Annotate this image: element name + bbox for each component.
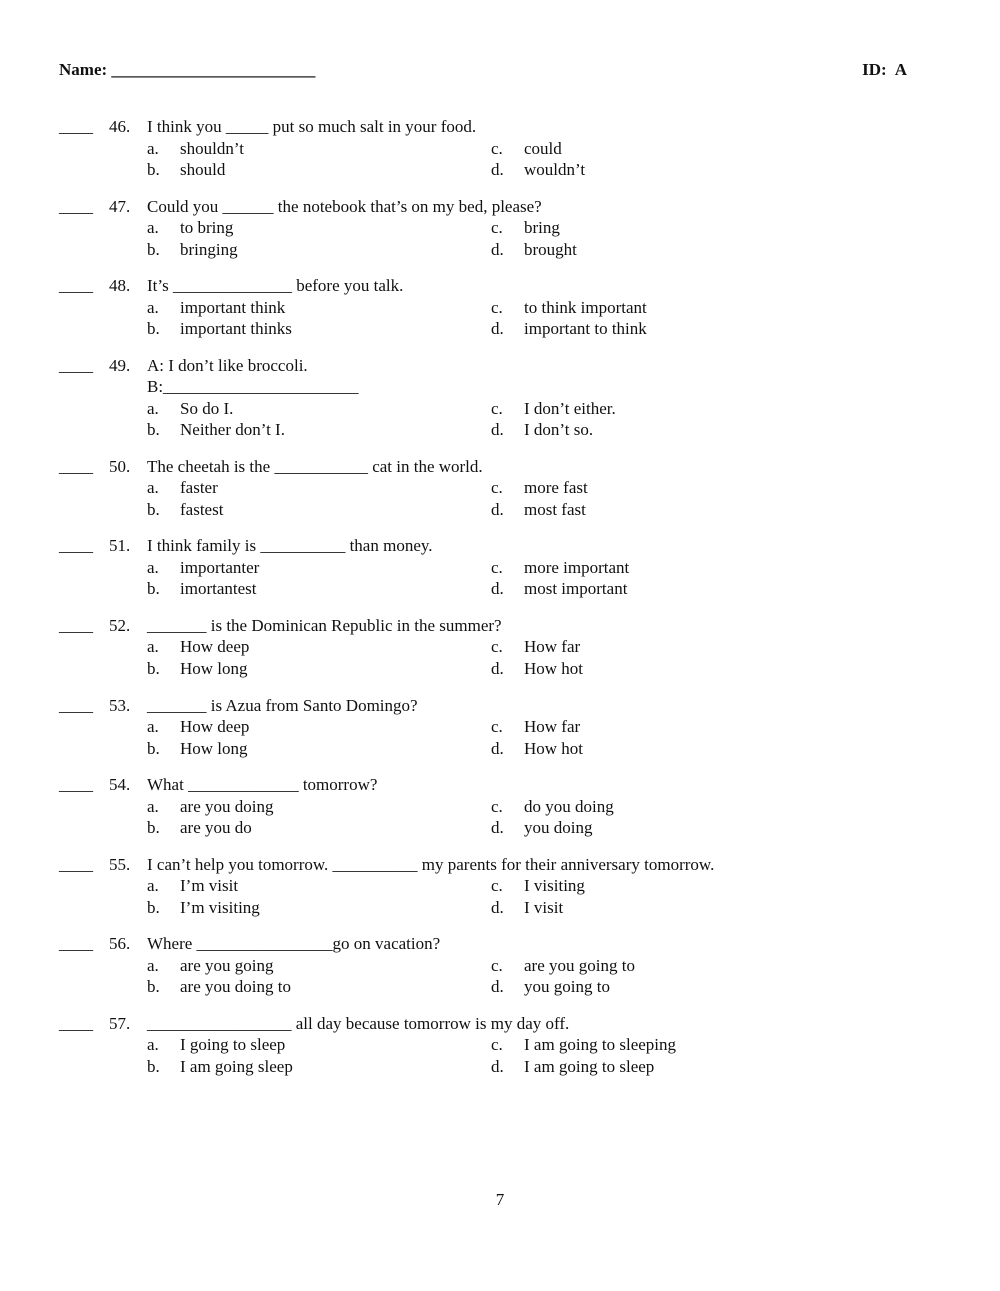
question-text: _________________ all day because tomorrow is my day off. xyxy=(147,1013,570,1033)
option-b: b. I am going sleep xyxy=(147,1056,293,1076)
answer-blank: ____ xyxy=(59,934,93,954)
answer-blank: ____ xyxy=(59,196,93,216)
option-c: c. How far xyxy=(491,637,581,657)
question-51 xyxy=(59,536,919,616)
option-c: c. could xyxy=(491,138,562,158)
option-b: b. Neither don’t I. xyxy=(147,420,285,440)
option-a: a. are you doing xyxy=(147,796,274,816)
option-a: a. to bring xyxy=(147,218,234,238)
option-d: d. How hot xyxy=(491,658,584,678)
question-number: 50. xyxy=(109,456,131,476)
answer-blank: ____ xyxy=(59,695,93,715)
option-c: c. to think important xyxy=(491,297,647,317)
question-text: I can’t help you tomorrow. __________ my parents for their anniversary tomorrow. xyxy=(147,854,715,874)
question-text: _______ is the Dominican Republic in the summer? xyxy=(147,615,502,635)
option-d: d. I don’t so. xyxy=(491,420,594,440)
option-c: c. How far xyxy=(491,717,581,737)
option-c: c. more fast xyxy=(491,478,588,498)
option-d: d. I visit xyxy=(491,897,564,917)
question-number: 53. xyxy=(109,695,131,715)
response-blank-line: B:_______________________ xyxy=(147,377,359,397)
question-number: 46. xyxy=(109,117,131,136)
question-number: 54. xyxy=(109,775,131,795)
question-text: A: I don’t like broccoli. xyxy=(147,355,308,375)
option-b: b. bringing xyxy=(147,239,238,259)
option-c: c. bring xyxy=(491,218,560,238)
option-a: a. How deep xyxy=(147,637,250,657)
option-d: d. you doing xyxy=(491,818,593,838)
option-c: c. more important xyxy=(491,557,630,577)
question-number: 57. xyxy=(109,1013,131,1033)
question-text: Where ________________go on vacation? xyxy=(147,934,441,954)
question-text: I think family is __________ than money. xyxy=(147,536,433,556)
page-header xyxy=(59,60,907,84)
question-56 xyxy=(59,934,919,1014)
question-text: The cheetah is the ___________ cat in the world. xyxy=(147,456,483,476)
question-47 xyxy=(59,197,919,277)
option-a: a. faster xyxy=(147,478,218,498)
option-a: a. important think xyxy=(147,297,286,317)
answer-blank: ____ xyxy=(59,276,93,296)
option-b: b. I’m visiting xyxy=(147,897,260,917)
question-55 xyxy=(59,855,919,935)
option-d: d. you going to xyxy=(491,977,610,997)
option-b: b. are you doing to xyxy=(147,977,291,997)
question-number: 48. xyxy=(109,276,131,296)
answer-blank: ____ xyxy=(59,117,93,136)
question-48 xyxy=(59,276,919,356)
option-a: a. So do I. xyxy=(147,398,234,418)
question-52 xyxy=(59,616,919,696)
question-number: 56. xyxy=(109,934,131,954)
option-b: b. imortantest xyxy=(147,579,257,599)
question-text: What _____________ tomorrow? xyxy=(147,775,378,795)
option-d: d. How hot xyxy=(491,738,584,758)
option-b: b. How long xyxy=(147,658,248,678)
answer-blank: ____ xyxy=(59,536,93,556)
id-label: ID: xyxy=(862,60,887,79)
option-d: d. most fast xyxy=(491,499,586,519)
id-field xyxy=(862,60,907,80)
name-field xyxy=(59,60,315,80)
question-number: 49. xyxy=(109,355,131,375)
question-57 xyxy=(59,1014,919,1094)
answer-blank: ____ xyxy=(59,456,93,476)
option-c: c. I visiting xyxy=(491,876,585,896)
name-blank-line: ________________________ xyxy=(111,60,316,79)
answer-blank: ____ xyxy=(59,854,93,874)
question-46 xyxy=(59,117,919,197)
option-b: b. important thinks xyxy=(147,319,292,339)
answer-blank: ____ xyxy=(59,355,93,375)
question-number: 47. xyxy=(109,196,131,216)
page-number: 7 xyxy=(495,1190,505,1209)
option-c: c. are you going to xyxy=(491,955,635,975)
option-d: d. wouldn’t xyxy=(491,160,586,179)
question-number: 55. xyxy=(109,854,131,874)
question-text: It’s ______________ before you talk. xyxy=(147,276,404,296)
question-54 xyxy=(59,775,919,855)
question-text: I think you _____ put so much salt in your food. xyxy=(147,117,477,136)
option-b: b. How long xyxy=(147,738,248,758)
option-a: a. How deep xyxy=(147,717,250,737)
question-50 xyxy=(59,457,919,537)
option-d: d. important to think xyxy=(491,319,647,339)
option-d: d. I am going to sleep xyxy=(491,1056,655,1076)
option-b: b. are you do xyxy=(147,818,252,838)
option-b: b. fastest xyxy=(147,499,224,519)
option-a: a. I’m visit xyxy=(147,876,239,896)
answer-blank: ____ xyxy=(59,1013,93,1033)
question-53 xyxy=(59,696,919,776)
option-a: a. importanter xyxy=(147,557,260,577)
option-b: b. should xyxy=(147,160,226,179)
question-list xyxy=(59,117,919,1094)
question-text: _______ is Azua from Santo Domingo? xyxy=(147,695,418,715)
option-a: a. I going to sleep xyxy=(147,1035,286,1055)
option-c: c. I don’t either. xyxy=(491,398,616,418)
option-a: a. are you going xyxy=(147,955,274,975)
name-label: Name: xyxy=(59,60,108,79)
option-a: a. shouldn’t xyxy=(147,138,244,158)
question-49 xyxy=(59,356,919,457)
answer-blank: ____ xyxy=(59,775,93,795)
option-d: d. brought xyxy=(491,239,577,259)
question-text: Could you ______ the notebook that’s on my bed, please? xyxy=(147,196,542,216)
answer-blank: ____ xyxy=(59,615,93,635)
option-c: c. I am going to sleeping xyxy=(491,1035,677,1055)
question-number: 51. xyxy=(109,536,131,556)
question-number: 52. xyxy=(109,615,131,635)
id-value: A xyxy=(894,60,907,79)
option-c: c. do you doing xyxy=(491,796,614,816)
option-d: d. most important xyxy=(491,579,628,599)
